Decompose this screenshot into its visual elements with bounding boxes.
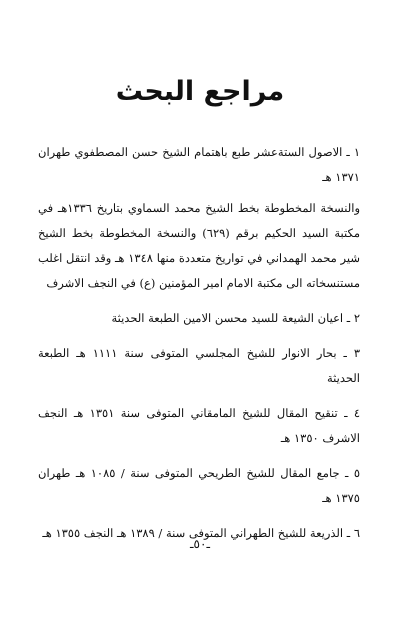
page-title: مراجع البحث [115, 76, 285, 107]
page-number: ـ٥٠ـ [190, 537, 210, 551]
reference-item-3: ٣ ـ بحار الانوار للشيخ المجلسي المتوفى سنة ١١١١ هـ الطبعة الحديثة [38, 346, 361, 385]
reference-list [38, 140, 360, 556]
reference-item-1-note: والنسخة المخطوطة بخط الشيخ محمد السماوي بتاريخ ١٣٣٦هـ في مكتبة السيد الحكيم برقم (٦٢٩) والنسخة المخطوطة بخط الشيخ شير محمد الهمداني في تواريخ متعددة منها ١٣٤٨ هـ وقد انتقل اغلب مستنسخاته الى مكتبة الامام امير المؤمنين (ع) في النجف الاشرف [38, 201, 360, 290]
reference-item-6: ٦ ـ الذريعة للشيخ الطهراني المتوفى سنة / ١٣٨٩ هـ النجف ١٣٥٥ هـ [42, 526, 360, 540]
reference-item-1: ١ ـ الاصول الستةعشر طبع باهتمام الشيخ حسن المصطفوي طهران ١٣٧١ هـ [38, 145, 360, 184]
reference-item-5: ٥ ـ جامع المقال للشيخ الطريحي المتوفى سنة / ١٠٨٥ هـ طهران ١٣٧٥ هـ [38, 466, 360, 505]
reference-item-4: ٤ ـ تنقيح المقال للشيخ المامقاني المتوفى سنة ١٣٥١ هـ النجف الاشرف ١٣٥٠ هـ [38, 406, 360, 445]
reference-item-2: ٢ ـ اعيان الشيعة للسيد محسن الامين الطبعة الحديثة [111, 311, 360, 325]
